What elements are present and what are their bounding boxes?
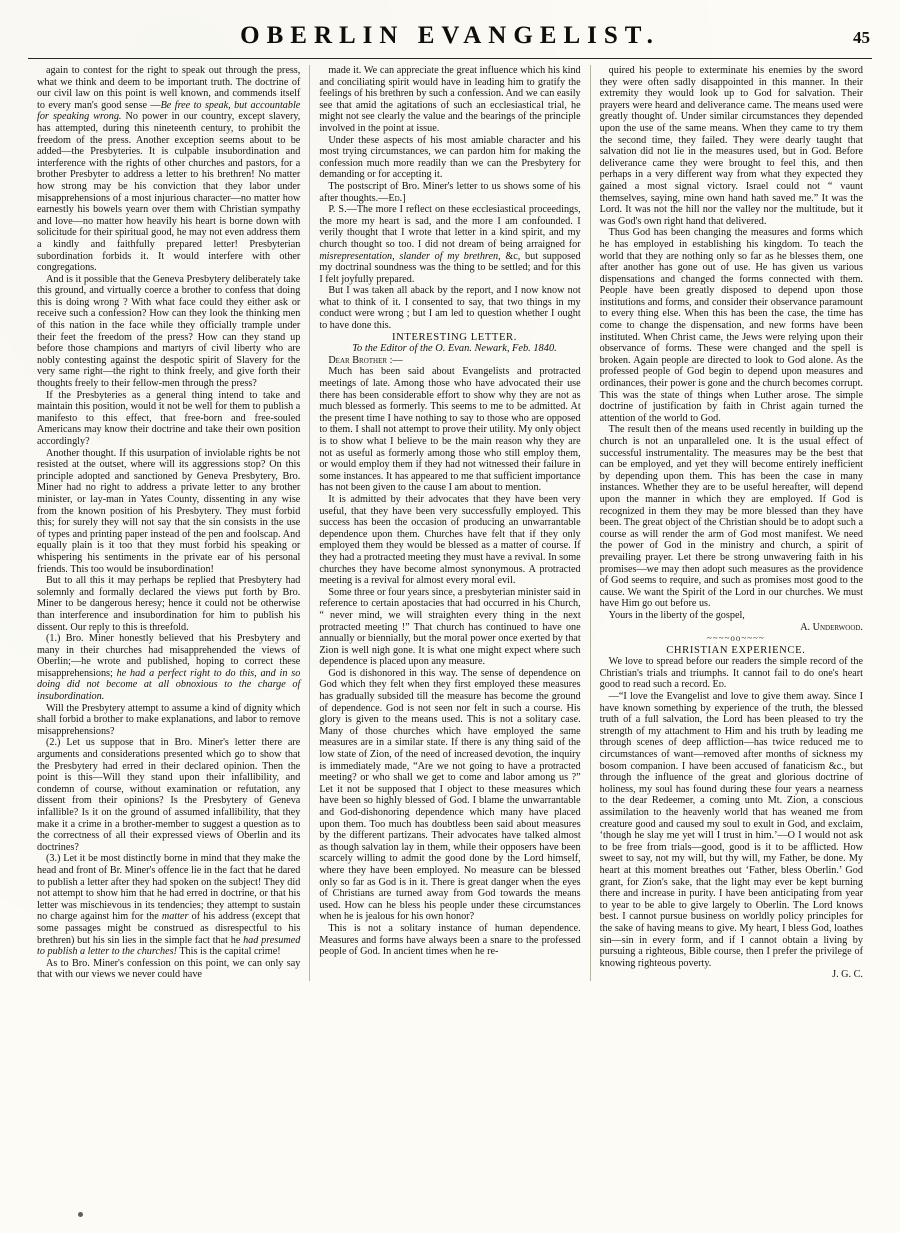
letter-closing: Yours in the liberty of the gospel, [608,609,745,621]
paragraph: It is admitted by their advocates that they have been very useful, that they have been very successfully employed. This success has been the occasion of producing an unwarrantable dependence upon them. Churches have felt that if they only employed them they would be blessed as a matter of course. If they had a protracted meeting they must have a revival. In some churches they have become almost synonymous. A protracted meeting is a revival for almost every moral evil. [319,493,581,587]
column-left [28,65,309,981]
paragraph: (2.) Let us suppose that in Bro. Miner's letter there are arguments and considerations presented which go to show that the Presbytery had erred in their declared opinion. Then the point is this—Will they stand upon their infallibility, and condemn of course, without examination or refutation, any dissent from their opinions? Is the Presbytery of Geneva infallible? Is it on the ground of assumed infallibility, that they make it a crime in a brother-member to suggest a question as to the correctness of all their expressed views of Oberlin and its doctrines? [37,737,301,853]
page-title: OBERLIN EVANGELIST. [240,22,660,49]
paragraph: If the Presbyteries as a general thing intend to take and maintain this position, would it not be well for them to publish a manifesto to this effect, that free-born and free-souled Americans may know their doctrine and take their own position accordingly? [37,389,301,447]
paragraph: This is not a solitary instance of human dependence. Measures and forms have always been a snare to the professed people of God. In ancient times when he re- [319,922,581,958]
paragraph: Under these aspects of his most amiable character and his most trying circumstances, we can pardon him for making the confession much more readily than we can the Presbytery for demanding or for accepting it. [319,134,581,181]
paragraph: Thus God has been changing the measures and forms which he has employed in establishing his kingdom. To teach the world that they are nothing only so far as he blesses them, one after another has gone out of use. He has given us various dispensations and changed the forms connected with them. People have been greatly disposed to depend upon those institutions and forms, and consider their observance paramount to every thing else. When this has been the case, the time has come to change the dispensation, and new forms have been instituted. When Christ came, the Jews were relying upon their observance of forms. These were changed and the spell is broken. Again people are directed to look to God alone. As the professed people of God begin to depend upon measures and ordinances, their power is gone and the church becomes corrupt. This was the state of things when Luther arose. The simple doctrine of justification by faith in Christ again turned the attention of the world to God. [599,227,863,424]
paragraph: We love to spread before our readers the simple record of the Christian's trials and triumphs. It cannot fail to do one's heart good to read such a record. Ed. [599,656,863,691]
page-number: 45 [853,28,870,47]
column-right [591,65,872,981]
paragraph: made it. We can appreciate the great influence which his kind and conciliating spirit would have in leading him to gratify the feelings of his brethren by such a confession. And we can easily see that amid the agitations of such an ecclesiastical trial, he might not see clearly the value and the bearings of the principle involved in the point at issue. [319,65,581,134]
paragraph: again to contest for the right to speak out through the press, what we think and deem to be important truth. The doctrine of our civil law on this point is well known, and commends itself to every man's good sense —Be free to speak, but accountable for speaking wrong. No power in our country, except slavery, has attempted, during this nineteenth century, to prohibit the freedom of the press. Another exception seems about to be added—the Presbyteries. It is culpable insubordination and interference with the rights of other churches and pastors, for a brother Presbyter to address a letter to his brethren! No matter how strong may be his conviction that they labor under misapprehensions of a most injurious character—no matter how earnestly his bowels yearn over them with Christian sympathy and love—no matter how heavily his heart is borne down with solicitude for their spiritual good, he may not even address them a kindly and faithfully prepared letter! Presbyterian subordination forbids it. It would interfere with other congregations. [37,65,301,274]
ornament-divider: ~~~~oo~~~~ [706,633,765,644]
section-heading: CHRISTIAN EXPERIENCE. [666,644,806,656]
letter-signature: A. Underwood. [800,621,863,633]
letter-addressee: To the Editor of the O. Evan. Newark, Feb. 1840. [352,343,557,355]
paragraph: (3.) Let it be most distinctly borne in mind that they make the head and front of Br. Miner's offence lie in the fact that he dared to publish a letter after they had spoken on the subject! They did not attempt to show him that he had erred in doctrine, or that his letter was mischievous in its tendencies; they attempt to sustain no charge against him for the matter of his address (except that some passages might be construed as disrespectful to his brethren) but his sin lies in the simple fact that he had presumed to publish a letter to the churches! This is the capital crime! [37,853,301,958]
paragraph: Much has been said about Evangelists and protracted meetings of late. Among those who have advocated their use there has been considerable effort to show why they are not as much blessed as formerly. This seems to me to be admitted. At the present time I have nothing to say to those who are opposed to them. I shall not attempt to prove their utility. My only object is to show what I believe to be the main reason why they are not as useful as formerly among those who still employ them, or would employ them if they had not witnessed their failure in some instances. It has appeared to me that sufficient importance has not been given to the cause I am about to mention. [319,366,581,494]
paragraph: God is dishonored in this way. The sense of dependence on God which they felt when they first employed these measures has gradually subsided till the measure has become the ground of dependence. God is not seen nor felt in such a course. His glory is given to the means used. This is not a solitary case. Many of those churches which have employed the same measures are in a similar state. If there is any thing said of the low state of Zion, of the need of increased devotion, the inquiry is immediately made, “Are we not going to have a protracted meeting? or who shall we get to come and labor among us ?” Let it not be supposed that I object to these measures which have been so highly blessed of God. I blame the unwarrantable and God-dishonoring dependence which many have placed upon them. Too much has doubtless been said about measures by the different partizans. Their advocates have talked almost as though salvation lay in them, while their opposers have been scarcely willing to admit the good done by the Lord himself, where they have been employed. No measure can be blessed only so far as God is in it. There is great danger when the eyes of Christians are turned away from God towards the means used. How can he bless his people under these circumstances when he is jealous for his own honor? [319,667,581,923]
letter-salutation: Dear Brother :— [328,354,403,366]
masthead-rule [28,58,872,59]
paragraph: Another thought. If this usurpation of inviolable rights be not resisted at the outset, where will its aggressions stop? On this principle adopted and sanctioned by Geneva Presbytery, Bro. Miner had no right to address a private letter to any brother minister, or lay-man in Yates County, dissenting in any wise from the known position of his Presbytery. They must forbid this; for surely they will not say that the sin consists in the use of types and printing paper instead of the pen and foolscap. And equally plain is it too that they must forbid his speaking or whispering his sentiments in the private ear of his personal friends. This too would be insubordination! [37,447,301,575]
paragraph: (1.) Bro. Miner honestly believed that his Presbytery and many in their churches had misapprehended the views of Oberlin;—he wrote and published, hoping to correct these misapprehensions; he had a perfect right to do this, and in so doing did not become at all obnoxious to the charge of insubordination. [37,633,301,703]
column-middle [309,65,590,981]
paragraph: And is it possible that the Geneva Presbytery deliberately take this ground, and virtually coerce a brother to confess that doing this is doing wrong ? With what face could they either ask or receive such a confession? How can they look the thinking men of this nation in the face while they officially trample under their feet the freedom of the press? How can they stand up before those champions and martyrs of civil liberty who are nobly contesting against the despotic spirit of Slavery for the very same right—the right to think freely, and give forth their thoughts freely to their fellow-men through the press? [37,273,301,390]
paragraph: —“I love the Evangelist and love to give them away. Since I have known something by experience of the truth, the blessed truth of a full salvation, the Lord has been pleased to try the strength of my attachment to Him and his truth by leading me through scenes of deep affliction—has twice reduced me to circumstances of want—removed after months of sickness my bosom companion. I have been accused of fanaticism &c., but through the influence of the great and glorious doctrine of holiness, my soul has found during these four years a nearness to the dear Redeemer, a coming unto Mt. Zion, a conscious assimilation to the heavenly world that has weaned me from creature good and caused my soul to exult in God, and exclaim, ‘though he slay me yet will I trust in him.’—O I would not ask to be free from trials—good, good is it to be afflicted. How sweet to say, not my will, but thy will, my Father, be done. My heart at this moment breathes out ‘Father, bless Oberlin.’ God grant, for Zion's sake, that the light may ever be kept burning there and increase in purity. I have been anticipating from year to year to be able to give largely to Oberlin. The Lord knows best. I cannot pursue business on worldly policy principles for the sake of having means to give. My heart, I bless God, loathes sin—sin in every form, and if I cannot obtain a living by pursuing a righteous, Bible course, then I prefer the privilege of knowing righteous poverty. [599,691,863,969]
paragraph: quired his people to exterminate his enemies by the sword they were often sadly disappointed in this manner. In their extremity they would look up to God for salvation. Their prayers were heard and deliverance came. The means used were greatly thought of. Under similar circumstances they depended upon the use of the same means. When they came to try them the second time, they failed. They were dearly taught that salvation did not lie in the measures used, but in God. Before deliverance came they were brought to feel this, and then perhaps in a very different way from what they expected they gained a most signal victory. Israel could not “ vaunt themselves, saying, mine own hand hath saved me.” It was the Lord. It was not the hill nor the valley nor the multitude, but it was God's own right hand that delivered. [599,65,863,227]
masthead [28,18,872,50]
paragraph: As to Bro. Miner's confession on this point, we can only say that with our views we never could have [37,957,301,981]
ink-blot [78,1212,83,1217]
paragraph: The postscript of Bro. Miner's letter to us shows some of his after thoughts.—Ed.] [319,180,581,204]
section-heading: INTERESTING LETTER. [392,331,517,343]
paragraph: Some three or four years since, a presbyterian minister said in reference to certain apostacies that had occurred in his Church, “ never mind, we will straighten every thing in the next protracted meeting !” That church has continued to have one annually or biennially, but the moral power once exerted by that Zion is well nigh gone. It is what one might expect where such dependence is placed upon any measure. [319,586,581,668]
paragraph: Will the Presbytery attempt to assume a kind of dignity which shall forbid a brother to make explanations, and labor to remove misapprehensions? [37,702,301,737]
paragraph: But to all this it may perhaps be replied that Presbytery had solemnly and formally declared the views put forth by Bro. Miner to be dangerous heresy; hence it could not be otherwise than interference and insubordination for him to publish his dissent. Our reply to this is threefold. [37,575,301,633]
paragraph: The result then of the means used recently in building up the church is not an unparalleled one. It is the usual effect of successful instrumentality. The measures may be the best that can be employed, and yet they will become entirely inefficient by depending upon them. This has been the case in many instances. Whether they are to be useful hereafter, will depend upon the manner in which they are employed. If God is recognized in them they may be more blessed than they have been. The great object of the Christian should be to adopt such a course as will render the arm of God most manifest. We need the power of God in the ministry and church, a spirit of prevailing prayer. Let there be strong unwavering faith in his promises—we may then adopt such measures as the providence of God seems to require, and such as promises most good to the cause. We want the Spirit of the Lord in our churches. We must have Him go out before us. [599,424,863,610]
letter-signature: J. G. C. [832,969,863,981]
article-columns [28,65,872,981]
paragraph: P. S.—The more I reflect on these ecclesiastical proceedings, the more my heart is sad, and the more I am confounded. I verily thought that I wrote that letter in a kind spirit, and my church thought so too. I did not dream of being arraigned for misrepresentation, slander of my brethren, &c, but supposed my doctrinal soundness was the thing to be settled; and for this I felt joyfully prepared. [319,204,581,285]
paragraph: But I was taken all aback by the report, and I now know not what to think of it. I consented to say, that two things in my conduct were wrong ; but I am led to question whether I ought to have done this. [319,285,581,332]
